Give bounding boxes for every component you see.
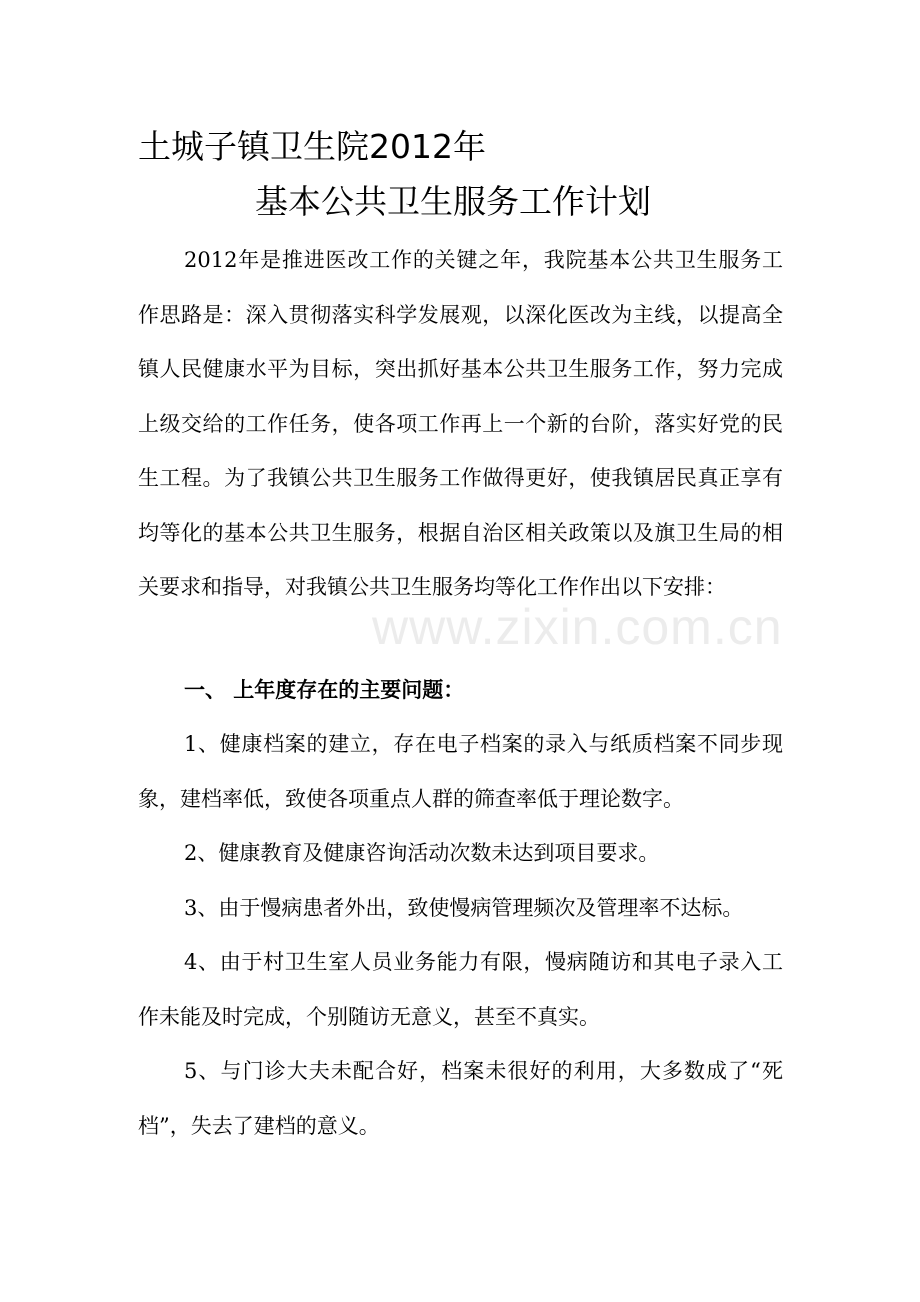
list-item: 3、由于慢病患者外出，致使慢病管理频次及管理率不达标。: [184, 896, 744, 920]
list-item: 4、由于村卫生室人员业务能力有限，慢病随访和其电子录入工作未能及时完成，个别随访无意义，甚至不真实。: [138, 950, 783, 1029]
list-item: 1、健康档案的建立，存在电子档案的录入与纸质档案不同步现象，建档率低，致使各项重点人群的筛查率低于理论数字。: [138, 732, 783, 811]
watermark: www.zixin.com.cn: [372, 599, 783, 655]
list-item: 5、与门诊大夫未配合好，档案未很好的利用，大多数成了“死档”，失去了建档的意义。: [138, 1059, 783, 1138]
list-item: 2、健康教育及健康咨询活动次数未达到项目要求。: [184, 841, 660, 865]
document-title-line1: 土城子镇卫生院2012年: [138, 127, 486, 166]
intro-paragraph: 2012年是推进医改工作的关键之年，我院基本公共卫生服务工作思路是：深入贯彻落实科学发展观，以深化医改为主线，以提高全镇人民健康水平为目标，突出抓好基本公共卫生服务工作，努力完成上级交给的工作任务，使各项工作再上一个新的台阶，落实好党的民生工程。为了我镇公共卫生服务工作做得更好，使我镇居民真正享有均等化的基本公共卫生服务，根据自治区相关政策以及旗卫生局的相关要求和指导，对我镇公共卫生服务均等化工作作出以下安排：: [138, 248, 783, 599]
section-heading: 一、 上年度存在的主要问题：: [184, 678, 465, 702]
document-title-line2: 基本公共卫生服务工作计划: [255, 182, 651, 221]
